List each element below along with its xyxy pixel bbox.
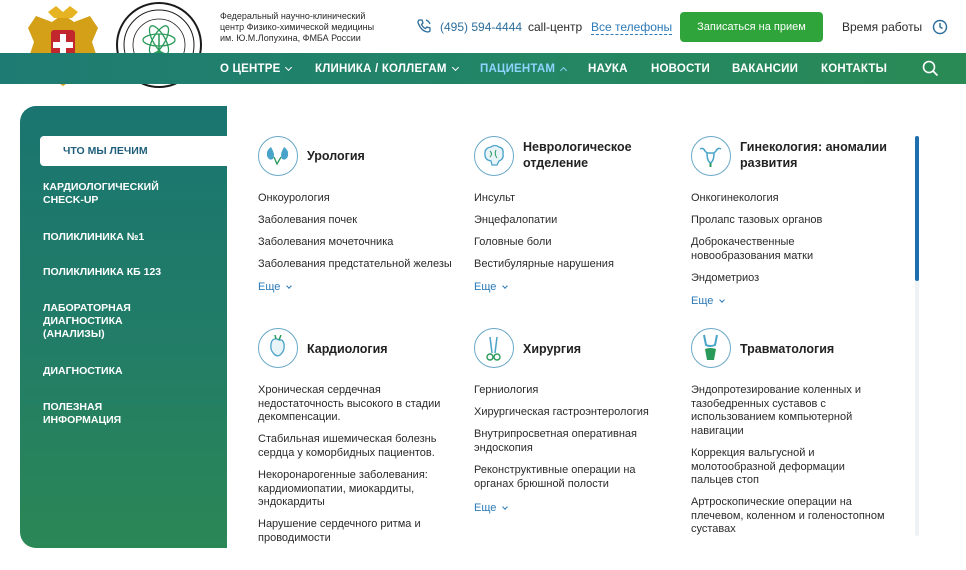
category-link[interactable]: Артроскопические операции на плечевом, коленном и голеностопном суставах bbox=[691, 496, 885, 535]
chevron-down-icon bbox=[287, 283, 293, 289]
category-link[interactable]: Герниология bbox=[474, 384, 539, 396]
org-name: Федеральный научно-клинический центр Физико-химической медицины им. Ю.М.Лопухина, ФМБА России bbox=[220, 11, 375, 43]
sidebar-item-polyclinic-kb123[interactable]: ПОЛИКЛИНИКА КБ 123 bbox=[43, 266, 162, 278]
sidebar-item-diagnostics[interactable]: ДИАГНОСТИКА bbox=[43, 365, 123, 377]
main-nav bbox=[0, 53, 966, 84]
more-link-surgery[interactable]: Еще bbox=[474, 502, 507, 514]
category-link[interactable]: Заболевания предстательной железы bbox=[258, 258, 452, 270]
chevron-down-icon bbox=[503, 504, 509, 510]
category-link[interactable]: Внутрипросветная оперативная эндоскопия bbox=[474, 428, 637, 454]
sidebar-item-cardio-checkup[interactable]: КАРДИОЛОГИЧЕСКИЙ CHECK-UP bbox=[43, 181, 159, 206]
category-title-gynecology[interactable]: Гинекология: аномалии развития bbox=[740, 140, 887, 170]
kidney-icon bbox=[258, 136, 298, 176]
category-link[interactable]: Хирургическая гастроэнтерология bbox=[474, 406, 649, 418]
more-link-urology[interactable]: Еще bbox=[258, 281, 291, 293]
sidebar-item-lab-diagnostics[interactable]: ЛАБОРАТОРНАЯ ДИАГНОСТИКА (АНАЛИЗЫ) bbox=[43, 302, 131, 340]
category-link[interactable]: Онкогинекология bbox=[691, 192, 779, 204]
category-link[interactable]: Доброкачественные новообразования матки bbox=[691, 236, 814, 262]
more-link-gynecology[interactable]: Еще bbox=[691, 295, 724, 307]
site-header bbox=[0, 0, 966, 53]
phone-icon bbox=[416, 18, 432, 34]
all-phones-link[interactable]: Все телефоны bbox=[591, 20, 673, 34]
chevron-down-icon bbox=[285, 63, 292, 70]
sidebar-item-useful-info[interactable]: ПОЛЕЗНАЯ ИНФОРМАЦИЯ bbox=[43, 401, 122, 426]
category-link[interactable]: Реконструктивные операции на органах брюшной полости bbox=[474, 464, 636, 490]
uterus-icon bbox=[691, 136, 731, 176]
category-title-surgery[interactable]: Хирургия bbox=[523, 342, 582, 356]
scrollbar-thumb[interactable] bbox=[915, 136, 919, 281]
category-title-traumatology[interactable]: Травматология bbox=[740, 342, 835, 356]
category-link[interactable]: Заболевания почек bbox=[258, 214, 358, 226]
category-link[interactable]: Хроническая сердечная недостаточность высокого в стадии декомпенсации. bbox=[258, 384, 441, 423]
chevron-down-icon bbox=[452, 63, 459, 70]
sidebar-item-label: ЧТО МЫ ЛЕЧИМ bbox=[63, 145, 148, 157]
nav-item-clinic[interactable]: КЛИНИКА / КОЛЛЕГАМ bbox=[315, 53, 458, 84]
category-link[interactable]: Заболевания мочеточника bbox=[258, 236, 394, 248]
category-link[interactable]: Пролапс тазовых органов bbox=[691, 214, 823, 226]
category-title-urology[interactable]: Урология bbox=[307, 149, 365, 163]
category-link[interactable]: Эндометриоз bbox=[691, 272, 760, 284]
category-link[interactable]: Стабильная ишемическая болезнь сердца у коморбидных пациентов. bbox=[258, 433, 437, 459]
category-title-neurology[interactable]: Неврологическое отделение bbox=[523, 140, 632, 170]
nav-item-vacancies[interactable]: ВАКАНСИИ bbox=[732, 62, 799, 75]
category-link[interactable]: Коррекция вальгусной и молотообразной деформации пальцев стоп bbox=[691, 447, 845, 486]
more-link-neurology[interactable]: Еще bbox=[474, 281, 507, 293]
knee-joint-icon bbox=[691, 328, 731, 368]
category-title-cardiology[interactable]: Кардиология bbox=[307, 342, 388, 356]
heart-icon bbox=[258, 328, 298, 368]
signup-button[interactable]: Записаться на прием bbox=[680, 12, 823, 42]
clock-icon[interactable] bbox=[932, 19, 948, 35]
chevron-up-icon bbox=[560, 66, 567, 73]
brain-icon bbox=[474, 136, 514, 176]
category-link[interactable]: Эндопротезирование коленных и тазобедренных суставов с использованием компьютерной навигации bbox=[691, 384, 862, 437]
callcenter-label: call-центр bbox=[528, 20, 583, 34]
category-link[interactable]: Головные боли bbox=[474, 236, 552, 248]
nav-item-science[interactable]: НАУКА bbox=[588, 62, 628, 75]
category-link[interactable]: Вестибулярные нарушения bbox=[474, 258, 614, 270]
category-link[interactable]: Нарушение сердечного ритма и проводимости bbox=[258, 518, 421, 544]
category-link[interactable]: Инсульт bbox=[474, 192, 516, 204]
category-link[interactable]: Онкоурология bbox=[258, 192, 330, 204]
sidebar-item-polyclinic-1[interactable]: ПОЛИКЛИНИКА №1 bbox=[43, 231, 145, 243]
phone-number[interactable]: (495) 594-4444 bbox=[440, 20, 523, 34]
surgical-clamp-icon bbox=[474, 328, 514, 368]
nav-item-patients[interactable]: ПАЦИЕНТАМ bbox=[480, 53, 566, 84]
category-link[interactable]: Энцефалопатии bbox=[474, 214, 558, 226]
chevron-down-icon bbox=[720, 297, 726, 303]
category-link[interactable]: Некоронарогенные заболевания: кардиомиопатии, миокардиты, эндокардиты bbox=[258, 469, 428, 508]
chevron-down-icon bbox=[503, 283, 509, 289]
search-icon[interactable] bbox=[922, 60, 939, 77]
work-hours-link[interactable]: Время работы bbox=[842, 20, 923, 34]
nav-item-news[interactable]: НОВОСТИ bbox=[651, 62, 710, 75]
nav-item-contacts[interactable]: КОНТАКТЫ bbox=[821, 62, 888, 75]
nav-item-about[interactable]: О ЦЕНТРЕ bbox=[220, 53, 291, 84]
